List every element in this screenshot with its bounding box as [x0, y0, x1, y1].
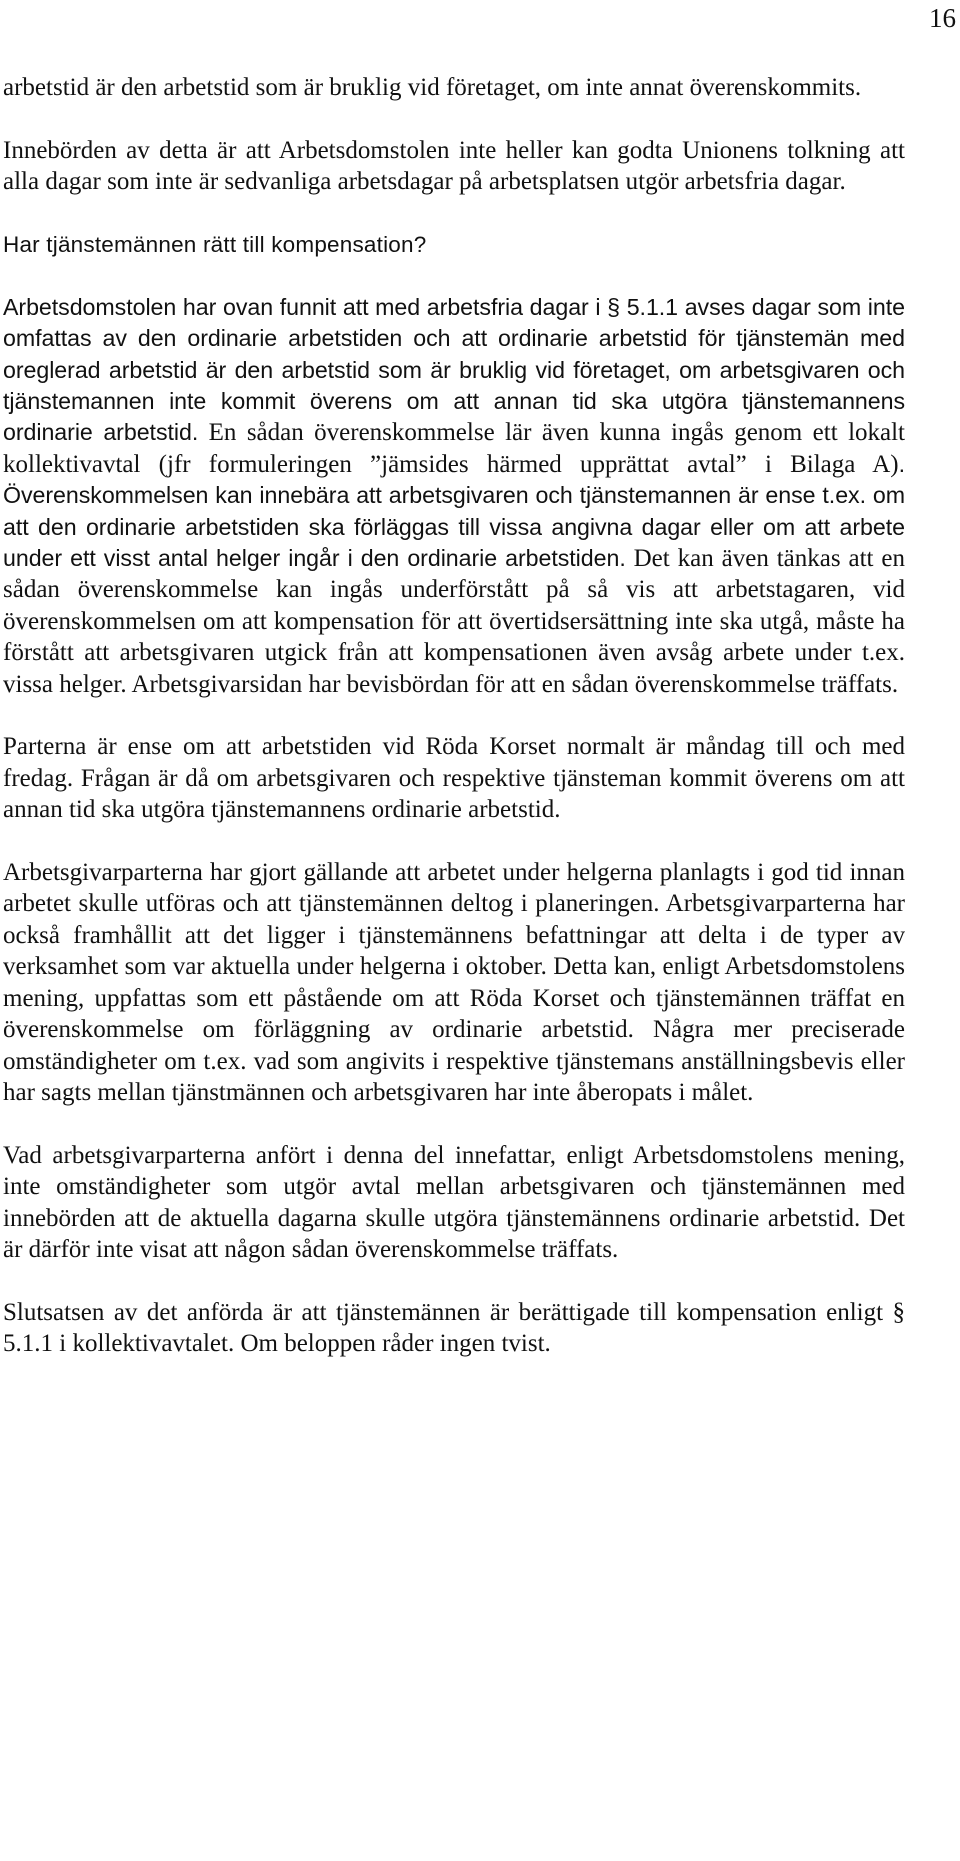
paragraph-court-reasoning-part-3: . Överenskommelsen kan innebära att arbetsgivaren och tjänstemannen är ense t.ex. om att den ordinarie arbetstiden ska förläggas till vissa angivna dagar eller om att arbete under ett visst antal helger ingår i den ordinarie arbetstiden.	[3, 450, 905, 572]
paragraph-conclusion: Slutsatsen av det anförda är att tjänstemännen är berättigade till kompensation enligt § 5.1.1 i kollektivavtalet. Om beloppen råder ingen tvist.	[3, 1298, 905, 1358]
paragraph-parties-agree: Parterna är ense om att arbetstiden vid Röda Korset normalt är måndag till och med fredag. Frågan är då om arbetsgivaren och respektive tjänsteman kommit överens om att annan tid ska utgöra tjänstemannens ordinarie arbetstid.	[3, 733, 905, 824]
paragraph-court-reasoning-part-4: Det kan även tänkas att en sådan överenskommelse kan ingås underförstått på så vis att arbetstagaren, vid överenskommelsen om att kompensation för att övertidsersättning inte ska utgå, måste ha förstått att arbetsgivaren utgick från att kompensationen även avsåg arbete under t.ex. vissa helger. Arbetsgivarsidan har bevisbördan för att en sådan överenskommelse träffats.	[3, 545, 905, 698]
paragraph-court-reasoning	[3, 292, 905, 700]
page-number: 16	[929, 3, 956, 33]
paragraph-employer-claims: Arbetsgivarparterna har gjort gällande att arbetet under helgerna planlagts i god tid innan arbetet skulle utföras och att tjänstemännen deltog i planeringen. Arbetsgivarparterna har också framhållit att det ligger i tjänstemännens befattningar att delta i de typer av verksamhet som var aktuella under helgerna i oktober. Detta kan, enligt Arbetsdomstolens mening, uppfattas som ett påstående om att Röda Korset och tjänstemännen träffat en överenskommelse om förläggning av ordinarie arbetstid. Några mer preciserade omständigheter om t.ex. vad som angivits i respektive tjänstemans anställningsbevis eller har sagts mellan tjänstmännen och arbetsgivaren har inte åberopats i målet.	[3, 859, 905, 1106]
paragraph-court-reasoning-part-1: Arbetsdomstolen har ovan funnit att med arbetsfria dagar i § 5.1.1 avses dagar som inte omfattas av den ordinarie arbetstiden och att ordinarie arbetstid för tjänstemän med oreglerad arbetstid är den arbetstid som är bruklig vid företaget, om arbetsgivaren och tjänstemannen inte kommit överens om att annan tid ska utgöra tjänstemannens ordinarie arbetstid.	[3, 293, 905, 446]
section-heading: Har tjänstemännen rätt till kompensation?	[3, 232, 427, 257]
paragraph-continuation: arbetstid är den arbetstid som är bruklig vid företaget, om inte annat överenskommits.	[3, 74, 862, 101]
document-body	[3, 72, 905, 1391]
paragraph-court-reasoning-part-2: En sådan överenskommelse lär även kunna ingås genom ett lokalt kollektivavtal (jfr formuleringen ”jämsides härmed upprättat avtal” i Bilaga A)	[3, 419, 905, 478]
paragraph-court-assessment: Vad arbetsgivarparterna anfört i denna del innefattar, enligt Arbetsdomstolens mening, inte omständigheter som utgör avtal mellan arbetsgivaren och tjänstemännen med innebörden att de aktuella dagarna skulle utgöra tjänstemännens ordinarie arbetstid. Det är därför inte visat att någon sådan överenskommelse träffats.	[3, 1141, 905, 1263]
paragraph-interpretation: Innebörden av detta är att Arbetsdomstolen inte heller kan godta Unionens tolkning att alla dagar som inte är sedvanliga arbetsdagar på arbetsplatsen utgör arbetsfria dagar.	[3, 136, 905, 196]
